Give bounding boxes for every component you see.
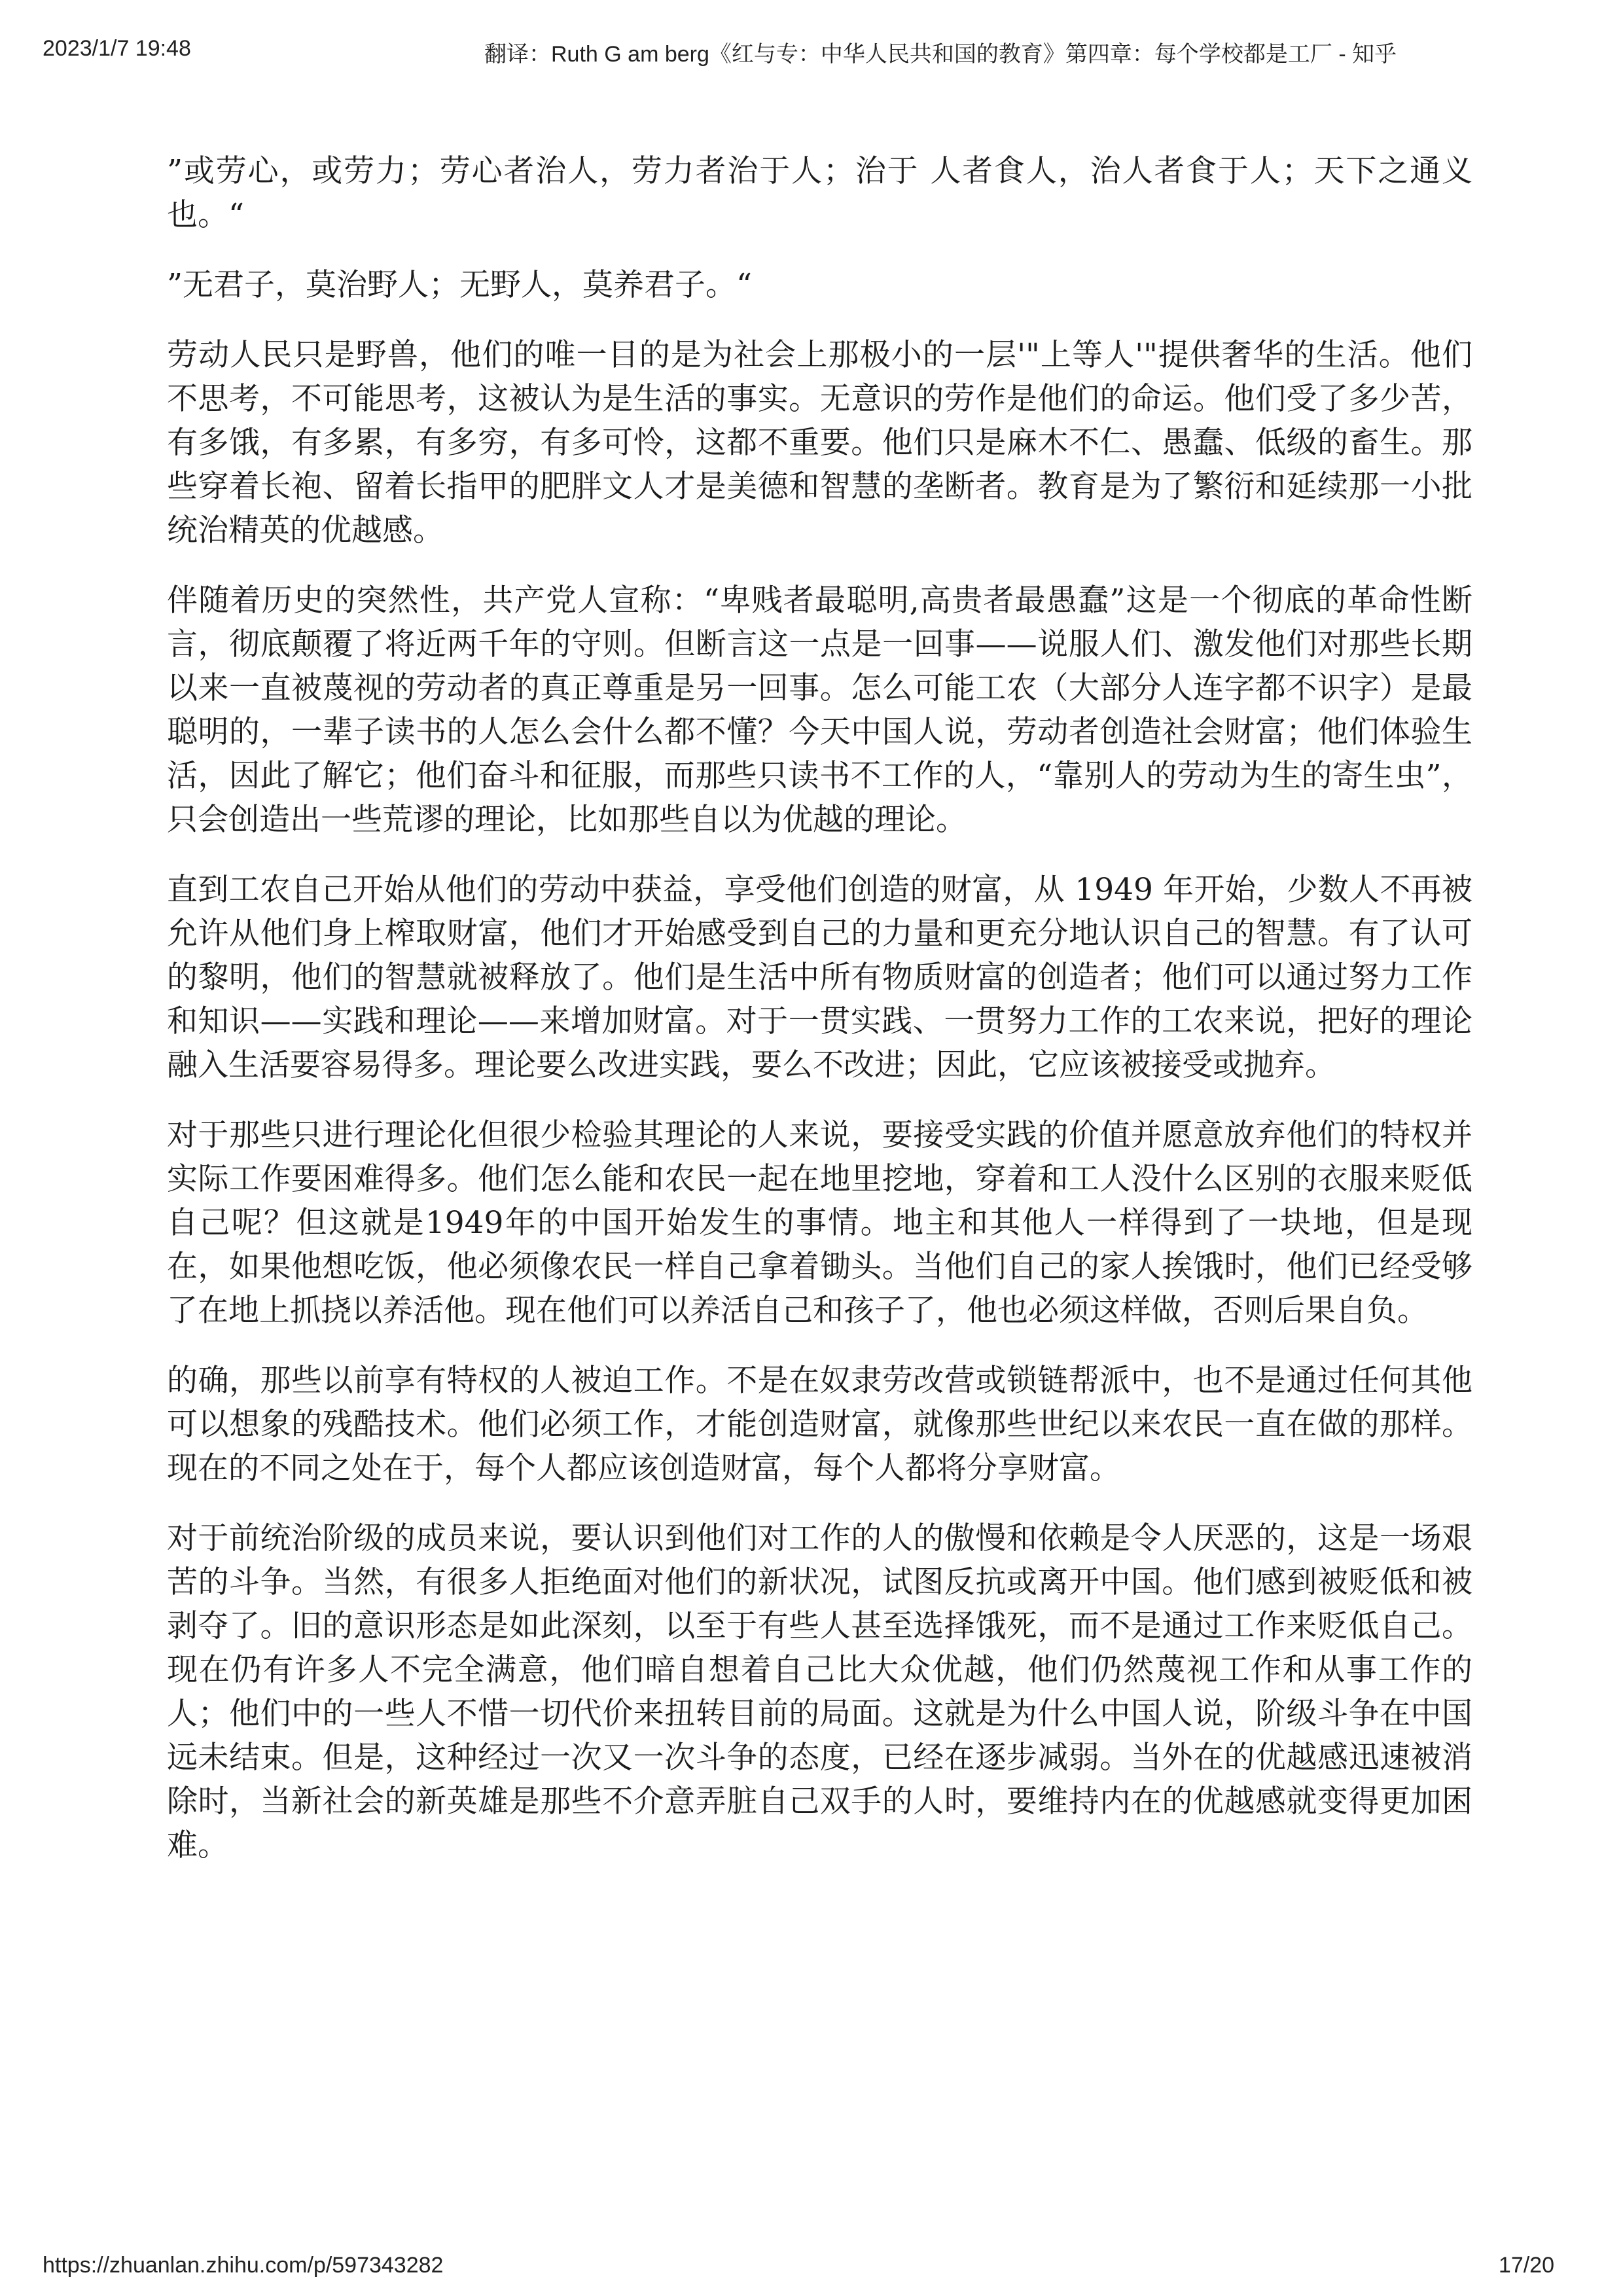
page-url-link[interactable]: https://zhuanlan.zhihu.com/p/597343282 [43,2253,444,2278]
article-paragraph: ”无君子，莫治野人；无野人，莫养君子。“ [167,267,753,303]
article-paragraph: 劳动人民只是野兽，他们的唯一目的是为社会上那极小的一层'"上等人'"提供奢华的生活。他们不思考，不可能思考，这被认为是生活的事实。无意识的劳作是他们的命运。他们受了多少苦，有多饿，有多累，有多穷，有多可怜，这都不重要。他们只是麻木不仁、愚蠢、低级的畜生。那些穿着长袍、留着长指甲的肥胖文人才是美德和智慧的垄断者。教育是为了繁衍和延续那一小批统治精英的优越感。 [167,337,1472,548]
document-title: 翻译：Ruth G am berg《红与专：中华人民共和国的教育》第四章：每个学校都是工厂 - 知乎 [484,42,1397,67]
print-footer [43,2253,1580,2286]
article-paragraph: 对于前统治阶级的成员来说，要认识到他们对工作的人的傲慢和依赖是令人厌恶的，这是一场艰苦的斗争。当然，有很多人拒绝面对他们的新状况，试图反抗或离开中国。他们感到被贬低和被剥夺了。旧的意识形态是如此深刻，以至于有些人甚至选择饿死，而不是通过工作来贬低自己。现在仍有许多人不完全满意，他们暗自想着自己比大众优越，他们仍然蔑视工作和从事工作的人；他们中的一些人不惜一切代价来扭转目前的局面。这就是为什么中国人说，阶级斗争在中国远未结束。但是，这种经过一次又一次斗争的态度，已经在逐步减弱。当外在的优越感迅速被消除时，当新社会的新英雄是那些不介意弄脏自己双手的人时，要维持内在的优越感就变得更加困难。 [167,1520,1472,1863]
article-paragraph: ”或劳心，或劳力；劳心者治人，劳力者治于人；治于 人者食人，治人者食于人；天下之通义也。“ [167,153,1472,233]
article-body [167,149,1472,1893]
article-paragraph: 伴随着历史的突然性，共产党人宣称：“卑贱者最聪明,高贵者最愚蠢”这是一个彻底的革命性断言，彻底颠覆了将近两千年的守则。但断言这一点是一回事——说服人们、激发他们对那些长期以来一直被蔑视的劳动者的真正尊重是另一回事。怎么可能工农（大部分人连字都不识字）是最聪明的，一辈子读书的人怎么会什么都不懂？今天中国人说，劳动者创造社会财富；他们体验生活，因此了解它；他们奋斗和征服，而那些只读书不工作的人，“靠别人的劳动为生的寄生虫”，只会创造出一些荒谬的理论，比如那些自以为优越的理论。 [167,583,1472,838]
article-paragraph: 对于那些只进行理论化但很少检验其理论的人来说，要接受实践的价值并愿意放弃他们的特权并实际工作要困难得多。他们怎么能和农民一起在地里挖地，穿着和工人没什么区别的衣服来贬低自己呢？但这就是1949年的中国开始发生的事情。地主和其他人一样得到了一块地，但是现在，如果他想吃饭，他必须像农民一样自己拿着锄头。当他们自己的家人挨饿时，他们已经受够了在地上抓挠以养活他。现在他们可以养活自己和孩子了，他也必须这样做，否则后果自负。 [167,1117,1472,1329]
page-indicator: 17/20 [1498,2253,1554,2278]
print-header [43,36,1580,75]
article-paragraph: 的确，那些以前享有特权的人被迫工作。不是在奴隶劳改营或锁链帮派中，也不是通过任何其他可以想象的残酷技术。他们必须工作，才能创造财富，就像那些世纪以来农民一直在做的那样。现在的不同之处在于，每个人都应该创造财富，每个人都将分享财富。 [167,1363,1472,1486]
print-datetime: 2023/1/7 19:48 [43,36,191,61]
article-paragraph: 直到工农自己开始从他们的劳动中获益，享受他们创造的财富，从 1949 年开始，少数人不再被允许从他们身上榨取财富，他们才开始感受到自己的力量和更充分地认识自己的智慧。有了认可的黎明，他们的智慧就被释放了。他们是生活中所有物质财富的创造者；他们可以通过努力工作和知识——实践和理论——来增加财富。对于一贯实践、一贯努力工作的工农来说，把好的理论融入生活要容易得多。理论要么改进实践，要么不改进；因此，它应该被接受或抛弃。 [167,872,1472,1083]
